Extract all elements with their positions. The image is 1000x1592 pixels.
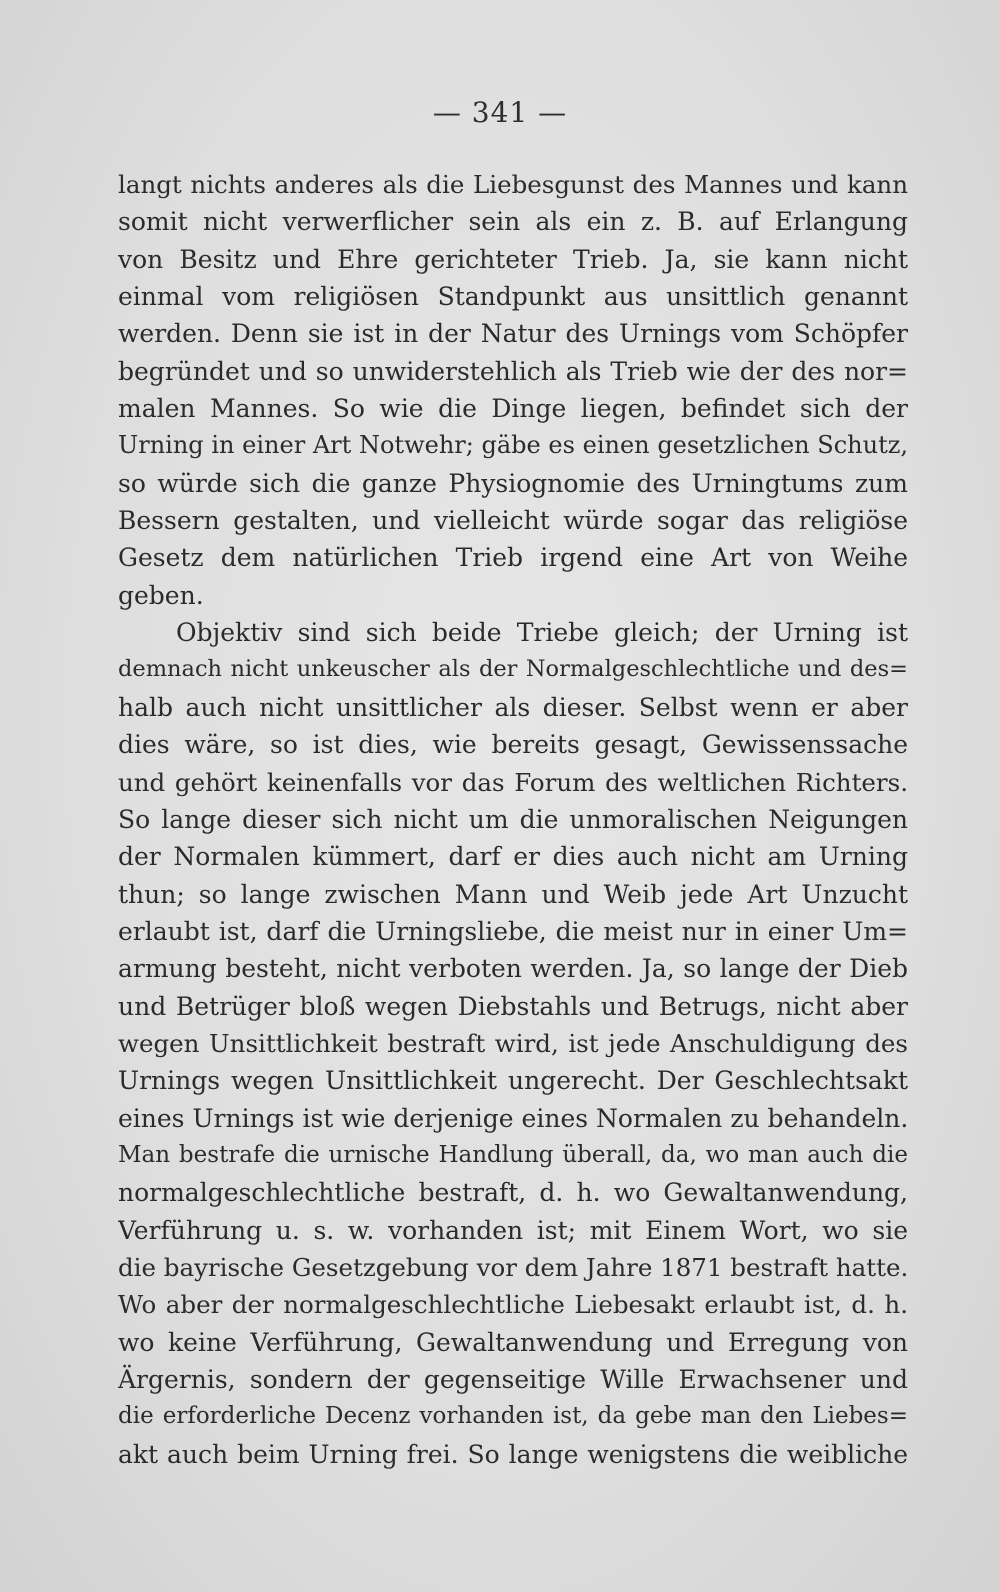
text-line: Wo aber der normalgeschlechtliche Liebesakt erlaubt ist, d. h. [118, 1290, 908, 1320]
text-line: akt auch beim Urning frei. So lange wenigstens die weibliche [118, 1439, 908, 1469]
text-line: Urnings wegen Unsittlichkeit ungerecht. Der Geschlechtsakt [118, 1066, 908, 1096]
text-line: und gehört keinenfalls vor das Forum des weltlichen Richters. [118, 767, 908, 797]
text-line: normalgeschlechtliche bestraft, d. h. wo Gewaltanwendung, [118, 1178, 908, 1208]
text-line: und Betrüger bloß wegen Diebstahls und Betrugs, nicht aber [118, 991, 908, 1021]
text-line: werden. Denn sie ist in der Natur des Urnings vom Schöpfer [118, 319, 908, 349]
text-line: malen Mannes. So wie die Dinge liegen, befindet sich der [118, 394, 908, 424]
text-line: erlaubt ist, darf die Urningsliebe, die meist nur in einer Um= [118, 916, 908, 946]
text-line: halb auch nicht unsittlicher als dieser. Selbst wenn er aber [118, 692, 908, 722]
text-line: wegen Unsittlichkeit bestraft wird, ist jede Anschuldigung des [118, 1028, 908, 1058]
text-line: Urning in einer Art Notwehr; gäbe es einen gesetzlichen Schutz, [118, 431, 908, 460]
text-line: thun; so lange zwischen Mann und Weib jede Art Unzucht [118, 879, 908, 909]
text-line: So lange dieser sich nicht um die unmoralischen Neigungen [118, 804, 908, 834]
text-line: langt nichts anderes als die Liebesgunst des Mannes und kann [118, 170, 908, 199]
text-line: wo keine Verführung, Gewaltanwendung und Erregung von [118, 1327, 908, 1357]
text-line: Objektiv sind sich beide Triebe gleich; der Urning ist [176, 618, 908, 648]
text-line: Ärgernis, sondern der gegenseitige Wille Erwachsener und [118, 1365, 908, 1394]
text-line: der Normalen kümmert, darf er dies auch nicht am Urning [118, 842, 908, 872]
text-line: geben. [118, 580, 204, 610]
text-line: die bayrische Gesetzgebung vor dem Jahre 1871 bestraft hatte. [118, 1252, 908, 1282]
page-number: — 341 — [432, 96, 568, 129]
text-line: Bessern gestalten, und vielleicht würde sogar das religiöse [118, 506, 908, 536]
page-body-text [118, 166, 908, 1473]
text-line: so würde sich die ganze Physiognomie des Urningtums zum [118, 468, 908, 498]
text-line: begründet und so unwiderstehlich als Trieb wie der des nor= [118, 356, 908, 386]
text-line: von Besitz und Ehre gerichteter Trieb. Ja, sie kann nicht [118, 244, 908, 274]
text-line: einmal vom religiösen Standpunkt aus unsittlich genannt [118, 282, 908, 312]
text-line: demnach nicht unkeuscher als der Normalgeschlechtliche und des= [118, 656, 908, 683]
text-line: dies wäre, so ist dies, wie bereits gesagt, Gewissenssache [118, 730, 908, 760]
text-line: Man bestrafe die urnische Handlung überall, da, wo man auch die [118, 1141, 908, 1168]
text-line: Gesetz dem natürlichen Trieb irgend eine Art von Weihe [118, 543, 908, 573]
text-line: armung besteht, nicht verboten werden. Ja, so lange der Dieb [118, 954, 908, 984]
text-line: somit nicht verwerflicher sein als ein z. B. auf Erlangung [118, 207, 908, 237]
text-line: eines Urnings ist wie derjenige eines Normalen zu behandeln. [118, 1103, 908, 1133]
text-line: Verführung u. s. w. vorhanden ist; mit Einem Wort, wo sie [118, 1215, 908, 1245]
text-line: die erforderliche Decenz vorhanden ist, da gebe man den Liebes= [118, 1403, 908, 1430]
